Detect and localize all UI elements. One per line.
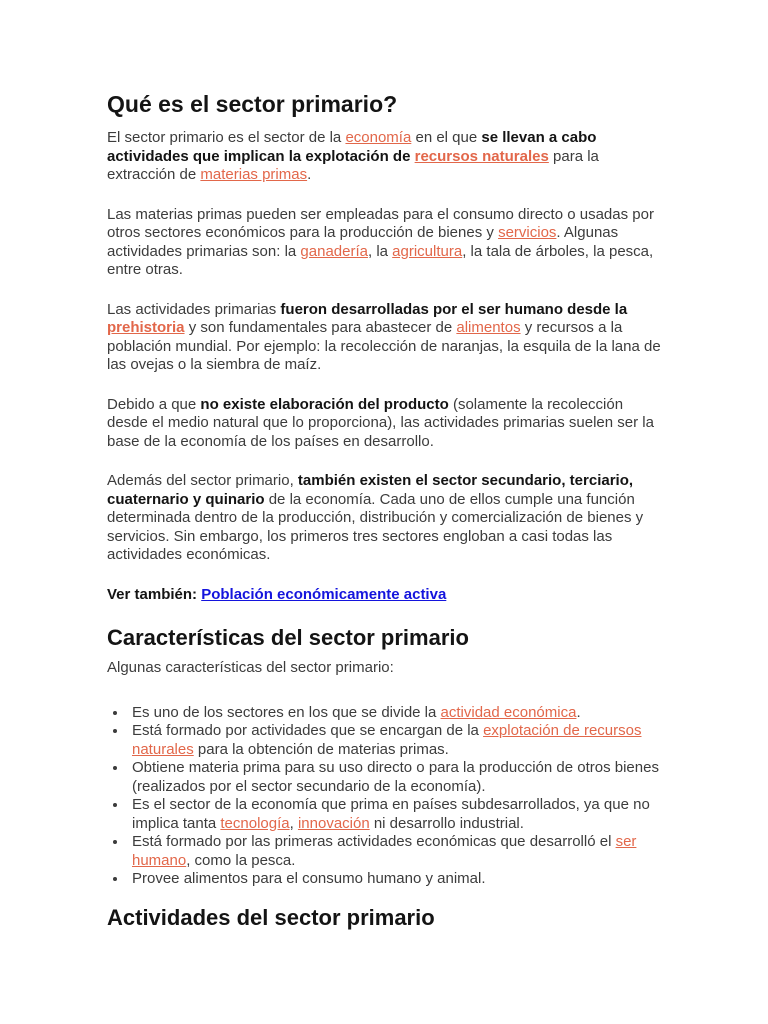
characteristics-list — [107, 704, 664, 889]
paragraph-desarrollo-prehistoria — [107, 301, 664, 375]
list-item — [128, 704, 664, 723]
paragraph-otros-sectores — [107, 472, 664, 565]
text-run: El sector primario es el sector de la — [107, 129, 346, 146]
text-run: . Algunas actividades primarias son: la — [107, 224, 619, 260]
text-run: (solamente la recolección desde el medio natural que lo proporciona), las actividades primarias suelen ser la base de la economía de los países en desarrollo. — [107, 395, 654, 450]
text-run: Las actividades primarias — [107, 300, 281, 318]
text-run: y recursos a la población mundial. Por ejemplo: la recolección de naranjas, la esquila de la lana de las ovejas o la siembra de maíz. — [107, 319, 661, 373]
list-item — [128, 759, 664, 796]
text-run: fueron desarrolladas por el ser humano desde la — [280, 300, 628, 318]
text-run: de la economía. Cada uno de ellos cumple una función determinada dentro de la producción, distribución y comercialización de bienes y servicios. Sin embargo, los primeros tres sectores engloban a casi todas las actividades económicas. — [107, 490, 644, 563]
text-run: , la — [367, 242, 393, 260]
text-run: Es uno de los sectores en los que se divide la — [132, 703, 441, 721]
link-actividad-economica[interactable]: actividad económica — [440, 703, 577, 721]
list-item — [128, 722, 664, 759]
text-run: también existen el sector secundario, terciario, cuaternario y quinario — [107, 472, 634, 508]
link-ganaderia[interactable]: ganadería — [300, 242, 368, 260]
link-prehistoria[interactable]: prehistoria — [107, 319, 185, 336]
link-materias-primas[interactable]: materias primas — [200, 166, 308, 183]
text-run: , la tala de árboles, la pesca, entre otras. — [107, 242, 654, 278]
text-run: Provee alimentos para el consumo humano y animal. — [132, 870, 486, 887]
text-run: Algunas características del sector primario: — [107, 659, 394, 676]
text-run: se llevan a cabo actividades que implican la explotación de — [107, 129, 597, 165]
text-run: Ver también: — [107, 585, 202, 603]
text-run: Debido a que — [107, 395, 201, 413]
text-run: Las materias primas pueden ser empleadas para el consumo directo o usadas por otros sectores económicos para la producción de bienes y — [107, 205, 654, 241]
paragraph-definition — [107, 129, 664, 185]
paragraph-materias-primas — [107, 206, 664, 280]
see-also-note — [107, 586, 664, 605]
link-recursos-naturales[interactable]: recursos naturales — [414, 147, 549, 165]
paragraph-elaboracion — [107, 396, 664, 452]
section-heading-actividades: Actividades del sector primario — [107, 904, 435, 930]
text-run: Obtiene materia prima para su uso directo o para la producción de otros bienes (realizados por el sector secundario de la economía). — [132, 759, 659, 795]
text-run: Está formado por las primeras actividades económicas que desarrolló el — [132, 833, 616, 850]
link-innovacion[interactable]: innovación — [297, 814, 370, 832]
link-poblacion-economicamente-activa[interactable]: Población económicamente activa — [201, 585, 447, 603]
link-agricultura[interactable]: agricultura — [392, 242, 463, 260]
document-page — [107, 0, 664, 931]
list-item — [128, 796, 664, 833]
text-run: , como la pesca. — [186, 851, 296, 869]
list-item — [128, 833, 664, 870]
text-run: ni desarrollo industrial. — [369, 814, 524, 832]
text-run: . — [576, 703, 581, 721]
link-tecnologia[interactable]: tecnología — [220, 814, 290, 832]
text-run: Es el sector de la economía que prima en países subdesarrollados, ya que no implica tanta — [132, 796, 650, 832]
text-run: no existe elaboración del producto — [200, 395, 449, 413]
link-servicios[interactable]: servicios — [498, 224, 557, 241]
link-explotacion-de-recursos-naturales[interactable]: explotación de recursos naturales — [132, 722, 642, 758]
text-run: y son fundamentales para abastecer de — [184, 319, 457, 336]
paragraph-caracteristicas-intro — [107, 659, 664, 678]
text-run: Además del sector primario, — [107, 472, 298, 489]
link-alimentos[interactable]: alimentos — [456, 319, 521, 336]
section-heading-caracteristicas: Características del sector primario — [107, 625, 469, 650]
link-ser-humano[interactable]: ser humano — [132, 833, 637, 869]
text-run: para la extracción de — [107, 147, 599, 183]
text-run: . — [307, 166, 312, 183]
text-run: , — [289, 814, 298, 832]
text-run: en el que — [411, 129, 482, 146]
text-run: Está formado por actividades que se encargan de la — [132, 722, 484, 739]
link-economia[interactable]: economía — [345, 129, 412, 146]
text-run: para la obtención de materias primas. — [193, 740, 449, 758]
list-item — [128, 870, 664, 889]
page-title: Qué es el sector primario? — [107, 91, 398, 117]
